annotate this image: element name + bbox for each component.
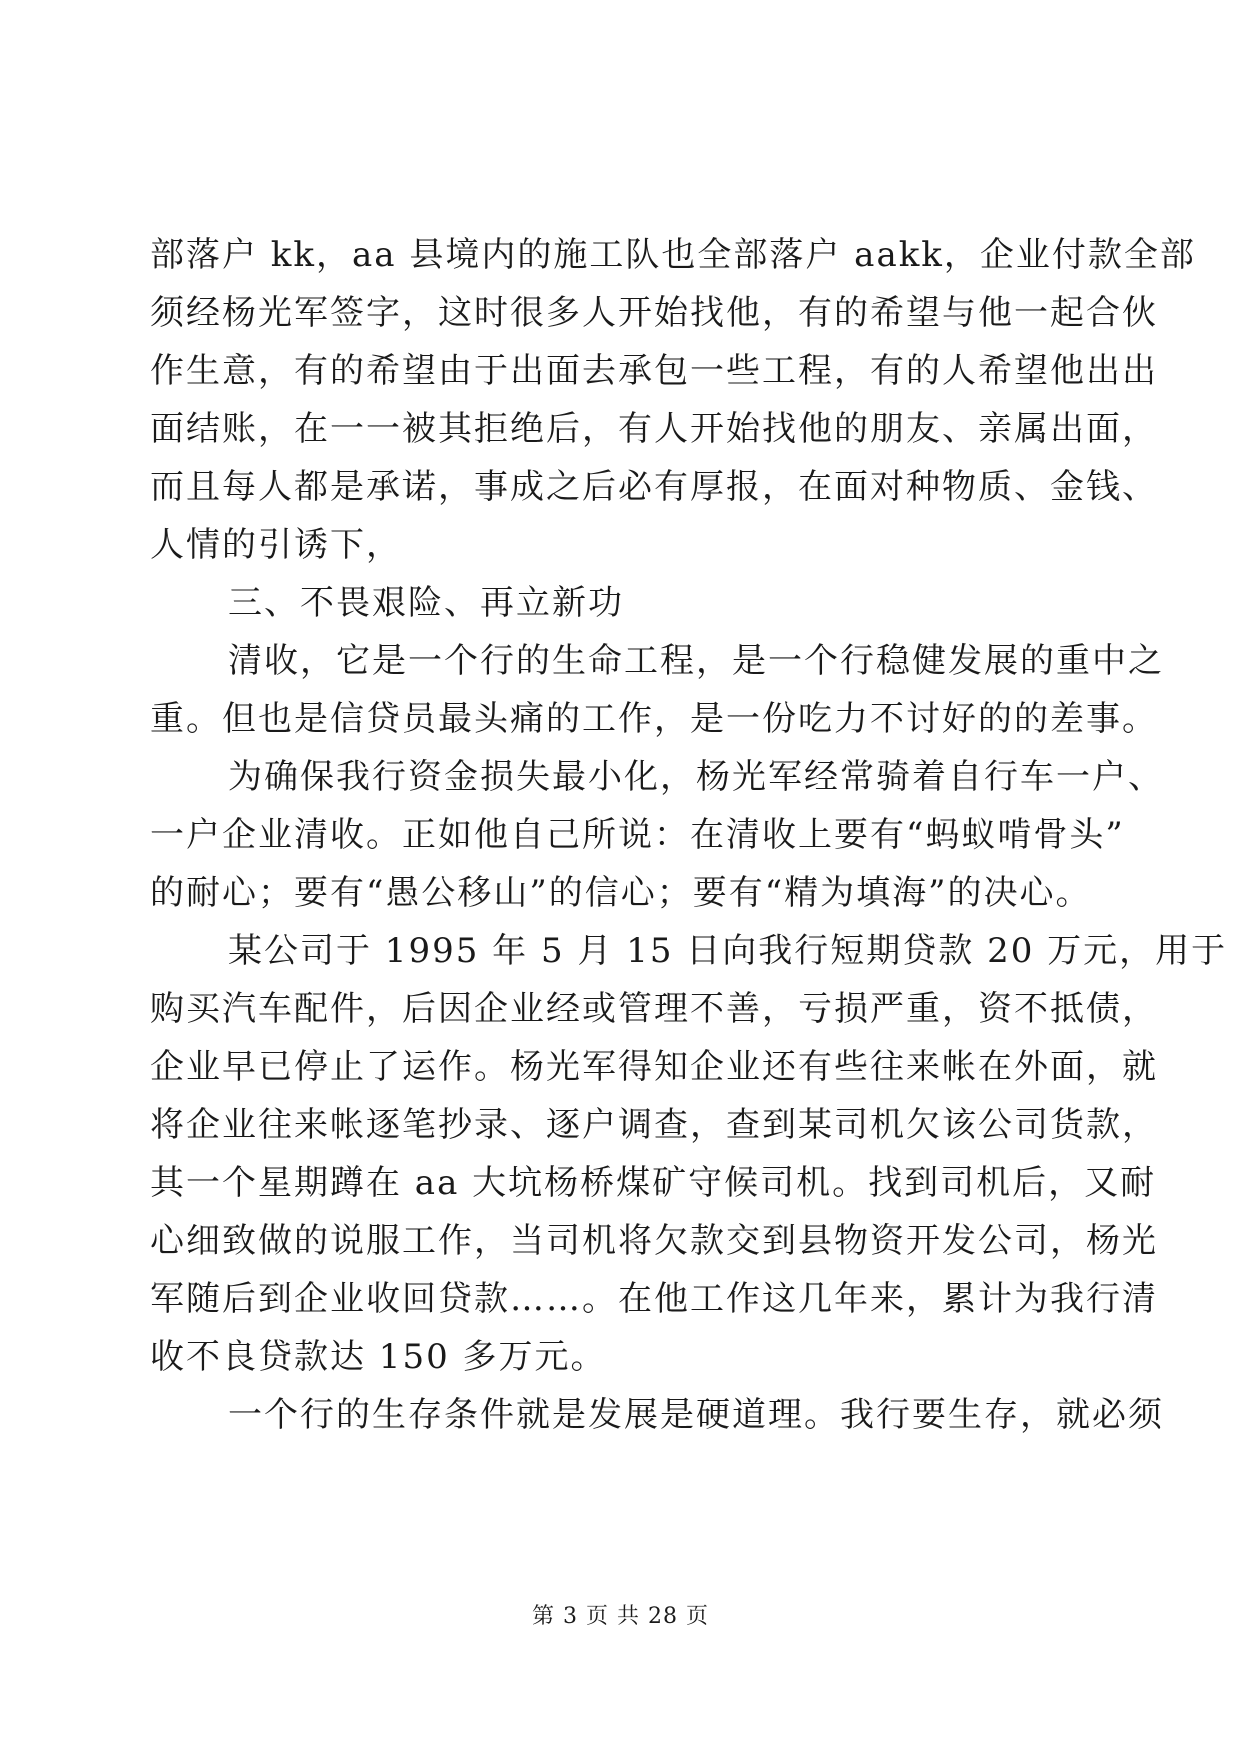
text-line: 购买汽车配件，后因企业经或管理不善，亏损严重，资不抵债， xyxy=(150,989,1158,1029)
text-line: 作生意，有的希望由于出面去承包一些工程，有的人希望他出出 xyxy=(150,351,1158,391)
text-line: 收不良贷款达 150 多万元。 xyxy=(150,1337,607,1377)
paragraph-continuation xyxy=(150,226,1196,574)
paragraph-qingshou xyxy=(150,632,1164,748)
text-line: 的耐心；要有“愚公移山”的信心；要有“精为填海”的决心。 xyxy=(150,873,1092,913)
text-line: 心细致做的说服工作，当司机将欠款交到县物资开发公司，杨光 xyxy=(150,1221,1158,1261)
text-line: 将企业往来帐逐笔抄录、逐户调查，查到某司机欠该公司货款， xyxy=(150,1105,1158,1145)
text-line: 清收，它是一个行的生命工程，是一个行稳健发展的重中之 xyxy=(228,641,1164,681)
text-line: 一户企业清收。正如他自己所说：在清收上要有“蚂蚁啃骨头” xyxy=(150,815,1125,855)
text-line: 人情的引诱下， xyxy=(150,525,402,565)
text-line: 须经杨光军签字，这时很多人开始找他，有的希望与他一起合伙 xyxy=(150,293,1158,333)
text-line: 军随后到企业收回贷款……。在他工作这几年来，累计为我行清 xyxy=(150,1279,1158,1319)
text-line: 部落户 kk，aa 县境内的施工队也全部落户 aakk，企业付款全部 xyxy=(150,235,1196,275)
paragraph-company-case xyxy=(150,922,1228,1386)
section-heading-text: 三、不畏艰险、再立新功 xyxy=(228,583,624,623)
text-line: 某公司于 1995 年 5 月 15 日向我行短期贷款 20 万元，用于 xyxy=(228,931,1228,971)
text-line: 企业早已停止了运作。杨光军得知企业还有些往来帐在外面，就 xyxy=(150,1047,1158,1087)
text-line: 而且每人都是承诺，事成之后必有厚报，在面对种物质、金钱、 xyxy=(150,467,1158,507)
page-number-footer: 第 3 页 共 28 页 xyxy=(532,1604,709,1629)
paragraph-survival xyxy=(150,1386,1164,1444)
document-body xyxy=(150,226,1228,1444)
text-line: 面结账，在一一被其拒绝后，有人开始找他的朋友、亲属出面， xyxy=(150,409,1158,449)
text-line: 一个行的生存条件就是发展是硬道理。我行要生存，就必须 xyxy=(228,1395,1164,1435)
section-heading xyxy=(150,574,1090,632)
text-line: 重。但也是信贷员最头痛的工作，是一份吃力不讨好的的差事。 xyxy=(150,699,1158,739)
text-line: 为确保我行资金损失最小化，杨光军经常骑着自行车一户、 xyxy=(228,757,1164,797)
paragraph-ensure xyxy=(150,748,1164,922)
text-line: 其一个星期蹲在 aa 大坑杨桥煤矿守候司机。找到司机后，又耐 xyxy=(150,1163,1157,1203)
